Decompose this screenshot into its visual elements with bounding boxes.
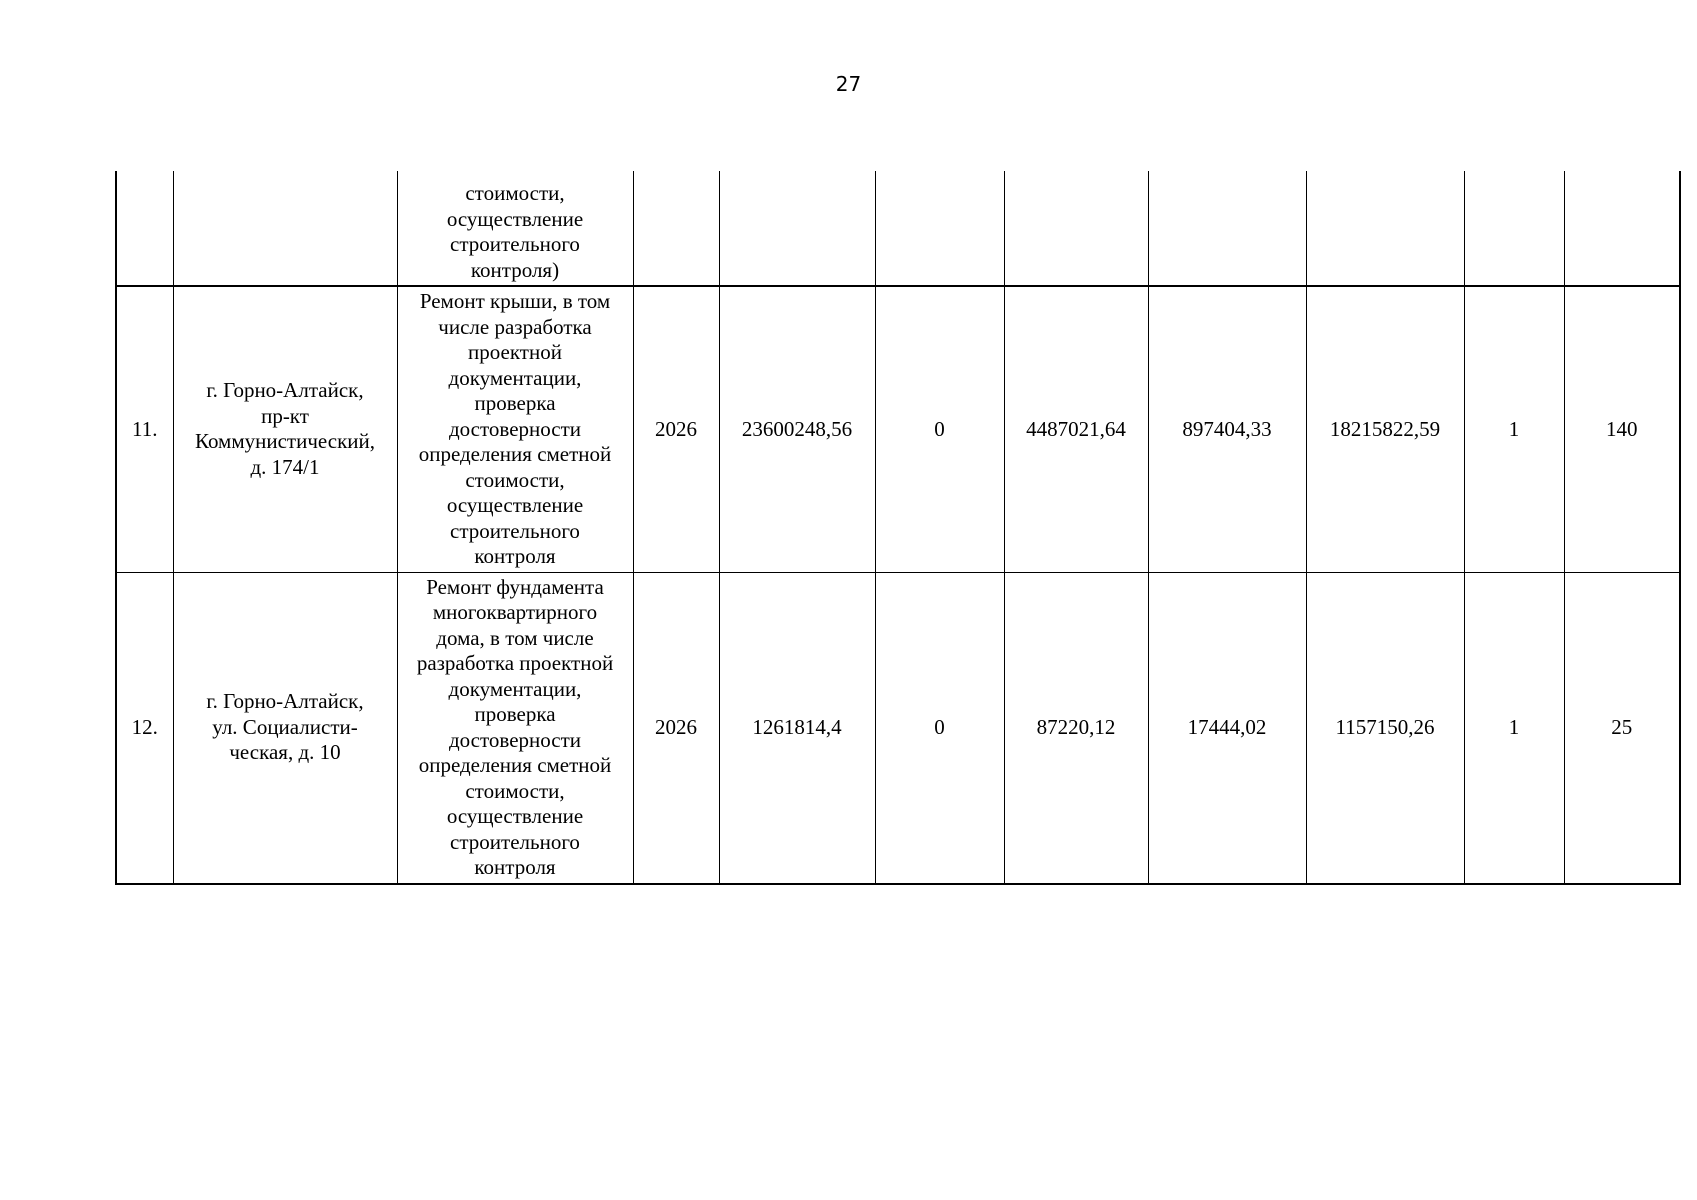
address-line: ческая, д. 10 [229,740,341,765]
work-line: контроля [474,855,556,879]
work-line: проверка [474,391,556,415]
cell-owners: 18215822,59 [1306,286,1464,572]
table-row [116,286,1680,572]
work-line: дома, в том числе [436,625,594,650]
cell-owners [1306,171,1464,286]
cell-fund: 0 [875,572,1004,884]
work-line: документации, [448,365,582,390]
address-line: г. Горно-Алтайск, [206,689,364,714]
address-line: пр-кт [261,403,309,428]
cell-count: 1 [1464,572,1564,884]
work-line: определения сметной [418,753,612,777]
work-line: числе разработка [438,314,592,339]
cell-count: 1 [1464,286,1564,572]
work-line: осуществление [446,804,584,828]
address-line: Коммунистический, [194,429,375,454]
address-line: г. Горно-Алтайск, [206,378,364,403]
page-number: 27 [835,72,862,96]
cell-total [719,171,875,286]
work-line: проверка [474,702,556,726]
cell-address [173,572,397,884]
work-line: контроля) [470,257,560,282]
work-line: осуществление [446,493,584,517]
cell-work-type [397,171,633,286]
cell-address [173,286,397,572]
capital-repair-table [115,171,1681,885]
cell-address [173,171,397,286]
cell-budget-republic: 87220,12 [1004,572,1148,884]
work-line: строительного [450,518,580,543]
work-line: определения сметной [418,442,612,466]
cell-area: 140 [1564,286,1680,572]
cell-num: 12. [116,572,173,884]
work-line: достоверности [448,416,582,441]
cell-total: 23600248,56 [719,286,875,572]
cell-budget-local [1148,171,1306,286]
cell-budget-republic: 4487021,64 [1004,286,1148,572]
work-line: Ремонт фундамента [426,574,604,599]
cell-year: 2026 [633,572,719,884]
cell-year [633,171,719,286]
table-row-continuation [116,171,1680,286]
work-line: стоимости, [465,181,565,205]
cell-fund [875,171,1004,286]
cell-year: 2026 [633,286,719,572]
work-line: осуществление [446,206,584,231]
cell-budget-local: 897404,33 [1148,286,1306,572]
table-row [116,572,1680,884]
cell-num [116,171,173,286]
cell-owners: 1157150,26 [1306,572,1464,884]
cell-budget-local: 17444,02 [1148,572,1306,884]
work-line: проектной [468,340,562,364]
cell-area: 25 [1564,572,1680,884]
work-line: достоверности [448,727,582,752]
address-line: д. 174/1 [250,454,320,479]
cell-total: 1261814,4 [719,572,875,884]
work-line: строительного [450,232,580,256]
cell-work-type [397,572,633,884]
work-line: Ремонт крыши, в том [419,289,611,313]
work-line: стоимости, [465,467,565,492]
cell-area [1564,171,1680,286]
work-line: контроля [474,544,556,568]
cell-fund: 0 [875,286,1004,572]
cell-num: 11. [116,286,173,572]
address-line: ул. Социалисти- [212,714,358,739]
work-line: стоимости, [465,778,565,803]
work-line: документации, [448,676,582,701]
cell-work-type [397,286,633,572]
cell-count [1464,171,1564,286]
work-line: разработка проектной [416,651,614,675]
work-line: многоквартирного [432,600,598,624]
cell-budget-republic [1004,171,1148,286]
work-line: строительного [450,829,580,854]
